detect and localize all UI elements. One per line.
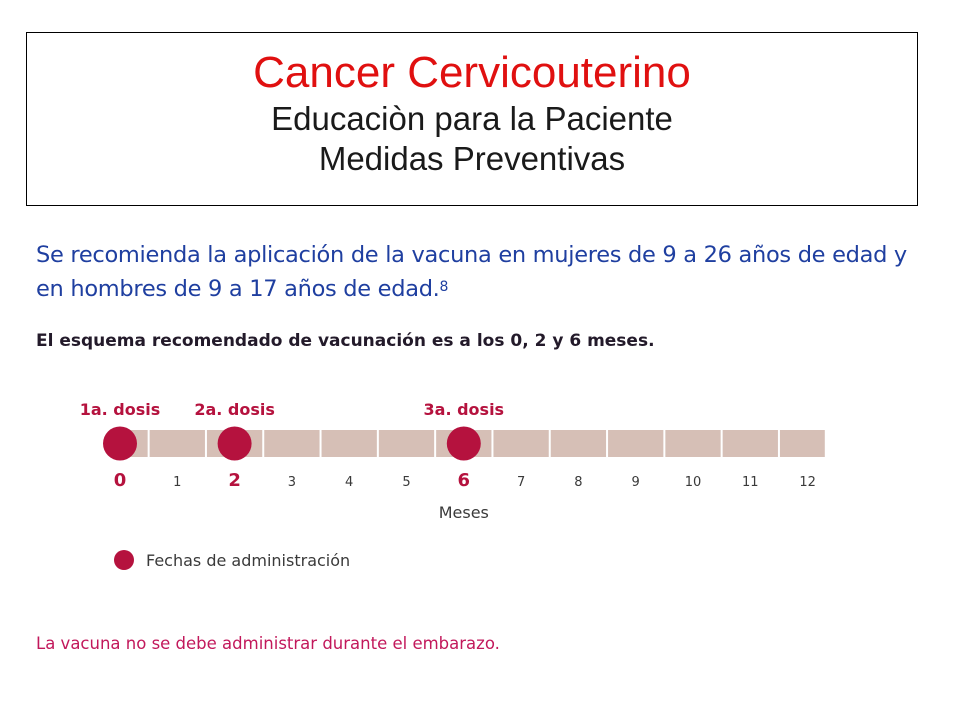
- dose-label-1: 1a. dosis: [79, 400, 161, 419]
- schedule-text: El esquema recomendado de vacunación es a los 0, 2 y 6 meses.: [36, 331, 655, 351]
- page-subtitle-1: Educaciòn para la Paciente: [271, 100, 673, 137]
- page-title: Cancer Cervicouterino: [253, 48, 691, 97]
- tick-label-7: 7: [516, 475, 526, 490]
- dose-marker-2: [218, 427, 252, 461]
- x-axis-label: Meses: [438, 503, 489, 522]
- dose-label-2: 2a. dosis: [194, 400, 275, 419]
- tick-label-0: 0: [113, 470, 127, 491]
- tick-label-2: 2: [228, 470, 241, 491]
- intro-text: Se recomienda la aplicación de la vacuna en mujeres de 9 a 26 años de edad y en hombres de 9 a 17 años de edad.: [36, 242, 907, 302]
- tick-label-6: 6: [457, 470, 471, 491]
- dose-marker-3: [447, 427, 481, 461]
- dose-label-3: 3a. dosis: [423, 400, 505, 419]
- intro-reference: 8: [439, 279, 449, 295]
- page-subtitle-2: Medidas Preventivas: [318, 140, 626, 177]
- dose-marker-1: [103, 427, 137, 461]
- tick-label-12: 12: [799, 475, 816, 490]
- vaccine-timeline-chart: [0, 380, 960, 580]
- tick-label-5: 5: [402, 475, 411, 490]
- tick-label-3: 3: [287, 475, 297, 490]
- tick-label-8: 8: [574, 475, 583, 490]
- title-box: [26, 32, 918, 206]
- warning-text: La vacuna no se debe administrar durante el embarazo.: [36, 634, 500, 653]
- tick-label-10: 10: [684, 475, 702, 490]
- legend-label: Fechas de administración: [146, 551, 351, 570]
- intro-paragraph: [36, 238, 916, 306]
- tick-label-4: 4: [345, 475, 354, 490]
- tick-label-1: 1: [173, 475, 182, 490]
- tick-label-9: 9: [631, 475, 640, 490]
- tick-label-11: 11: [742, 475, 759, 490]
- legend-marker: [114, 550, 134, 570]
